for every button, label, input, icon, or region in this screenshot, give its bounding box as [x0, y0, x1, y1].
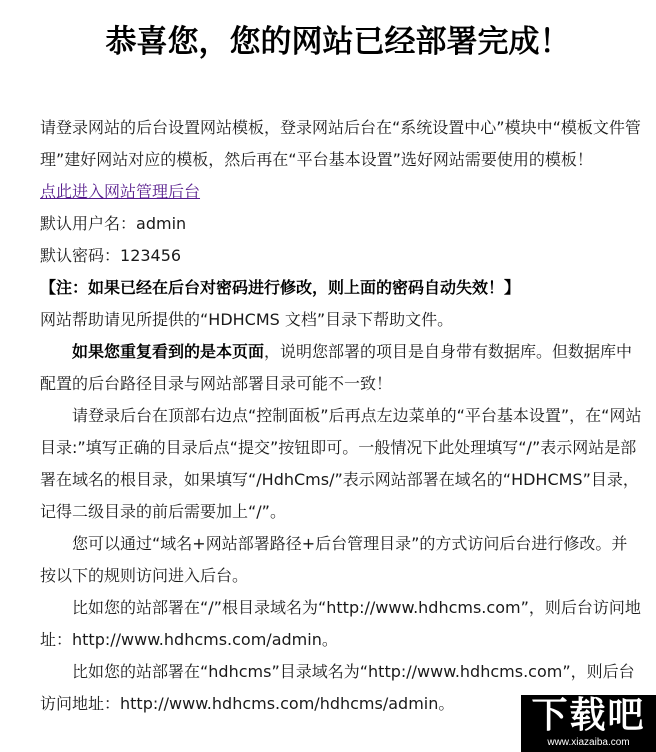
default-username-label: 默认用户名：: [40, 214, 137, 233]
repeat-warning-rest: ，说明您部署的项目是自身带有数据库。但数据库中配置的后台路径目录与网站部署目录可能不一致！: [40, 342, 633, 393]
admin-backend-link[interactable]: 点此进入网站管理后台: [40, 182, 201, 201]
repeat-warning: [40, 336, 642, 400]
intro-text: 请登录网站的后台设置网站模板，登录网站后台在“系统设置中心”模块中“模板文件管理”建好网站对应的模板，然后再在“平台基本设置”选好网站需要使用的模板！: [40, 118, 641, 169]
default-username-value: admin: [136, 214, 187, 233]
repeat-warning-bold: 如果您重复看到的是本页面: [72, 342, 265, 361]
access-rule-text: 您可以通过“域名+网站部署路径+后台管理目录”的方式访问后台进行修改。并按以下的规则访问进入后台。: [40, 534, 628, 585]
example-root-text: 比如您的站部署在“/”根目录域名为“http://www.hdhcms.com”，则后台访问地址：http://www.hdhcms.com/admin。: [40, 598, 641, 649]
default-username-row: [40, 208, 642, 240]
watermark-url: www.xiazaiba.com: [547, 737, 630, 748]
help-text: 网站帮助请见所提供的“HDHCMS 文档”目录下帮助文件。: [40, 310, 454, 329]
example-subdir-text: 比如您的站部署在“hdhcms”目录域名为“http://www.hdhcms.com”，则后台访问地址：http://www.hdhcms.com/hdhcms/admin。: [40, 662, 635, 713]
admin-link-row: [40, 176, 642, 208]
password-note: 【注：如果已经在后台对密码进行修改，则上面的密码自动失效！】: [40, 278, 521, 297]
default-password-label: 默认密码：: [40, 246, 121, 265]
page-title: 恭喜您，您的网站已经部署完成！: [105, 24, 571, 60]
instructions-text: 请登录后台在顶部右边点“控制面板”后再点左边菜单的“平台基本设置”，在“网站目录:”填写正确的目录后点“提交”按钮即可。一般情况下此处理填写“/”表示网站是部署在域名的根目录，如果填写“/HdhCms/”表示网站部署在域名的“HDHCMS”目录，记得二级目录的前后需要加上“/”。: [40, 406, 642, 521]
default-password-value: 123456: [120, 246, 182, 265]
default-password-row: [40, 240, 642, 272]
watermark-logo-text: 下载吧: [531, 695, 646, 736]
deploy-message: [40, 112, 642, 720]
watermark-logo: [521, 695, 656, 752]
